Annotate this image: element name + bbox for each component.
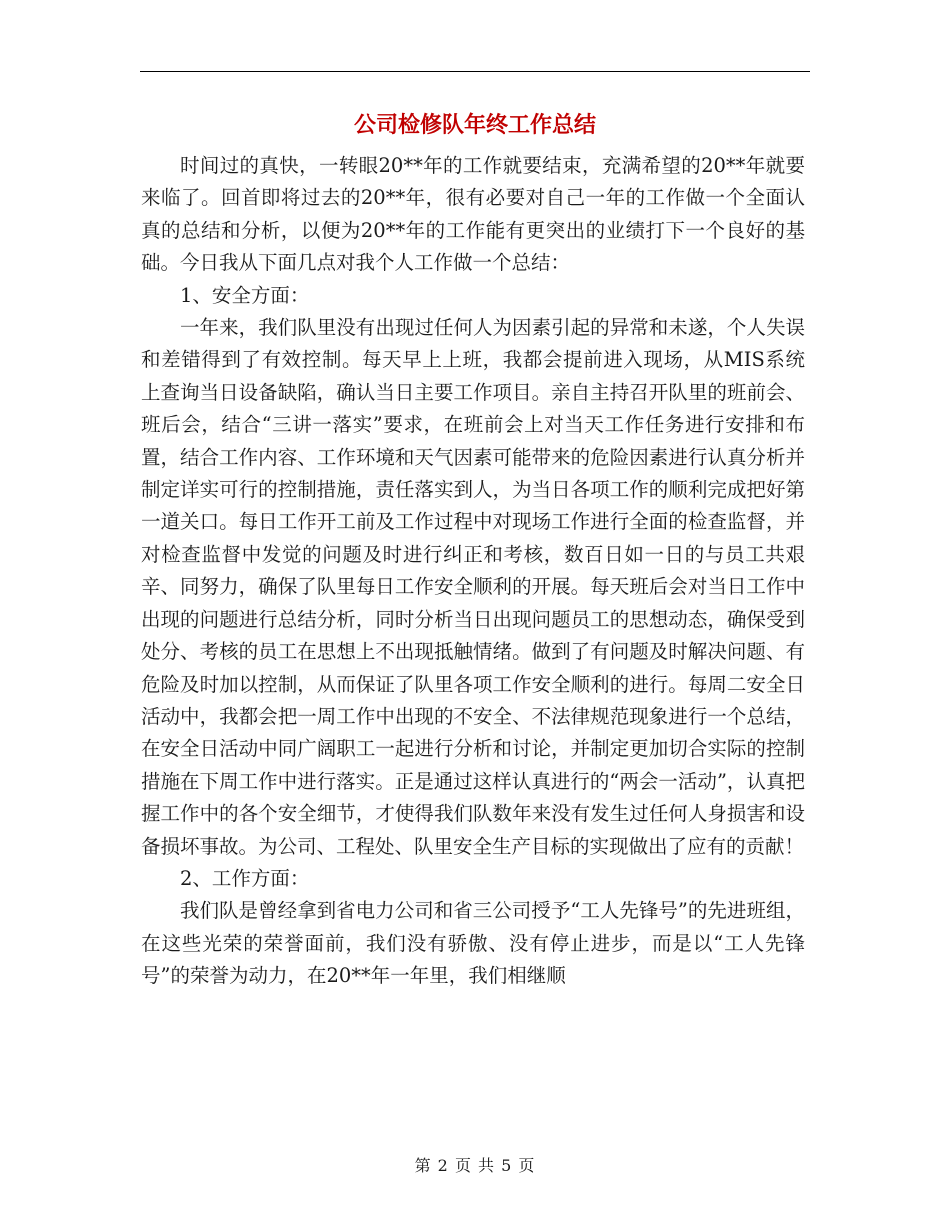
paragraph-work: 我们队是曾经拿到省电力公司和省三公司授予“工人先锋号”的先进班组，在这些光荣的荣誉面前，我们没有骄傲、没有停止进步，而是以“工人先锋号”的荣誉为动力，在20**年一年里，我们相继顺: [141, 899, 805, 988]
section-heading-work: 2、工作方面：: [180, 866, 310, 890]
paragraph-intro: 时间过的真快，一转眼20**年的工作就要结束，充满希望的20**年就要来临了。回首即将过去的20**年，很有必要对自己一年的工作做一个全面认真的总结和分析，以便为20**年的工作能有更突出的业绩打下一个良好的基础。今日我从下面几点对我个人工作做一个总结：: [141, 154, 805, 275]
document-title: 公司检修队年终工作总结: [353, 112, 596, 138]
paragraph-safety: 一年来，我们队里没有出现过任何人为因素引起的异常和未遂，个人失误和差错得到了有效控制。每天早上上班，我都会提前进入现场，从MIS系统上查询当日设备缺陷，确认当日主要工作项目。亲自主持召开队里的班前会、班后会，结合“三讲一落实”要求，在班前会上对当天工作任务进行安排和布置，结合工作内容、工作环境和天气因素可能带来的危险因素进行认真分析并制定详实可行的控制措施，责任落实到人，为当日各项工作的顺利完成把好第一道关口。每日工作开工前及工作过程中对现场工作进行全面的检查监督，并对检查监督中发觉的问题及时进行纠正和考核，数百日如一日的与员工共艰辛、同努力，确保了队里每日工作安全顺利的开展。每天班后会对当日工作中出现的问题进行总结分析，同时分析当日出现问题员工的思想动态，确保受到处分、考核的员工在思想上不出现抵触情绪。做到了有问题及时解决问题、有危险及时加以控制，从而保证了队里各项工作安全顺利的进行。每周二安全日活动中，我都会把一周工作中出现的不安全、不法律规范现象进行一个总结，在安全日活动中同广阔职工一起进行分析和讨论，并制定更加切合实际的控制措施在下周工作中进行落实。正是通过这样认真进行的“两会一活动”，认真把握工作中的各个安全细节，才使得我们队数年来没有发生过任何人身损害和设备损坏事故。为公司、工程处、队里安全生产目标的实现做出了应有的贡献！: [141, 316, 805, 858]
document-body: [141, 150, 805, 993]
header-rule: [140, 71, 810, 72]
section-heading-safety: 1、安全方面：: [180, 283, 310, 307]
page-number-footer: 第 2 页 共 5 页: [414, 1156, 536, 1175]
